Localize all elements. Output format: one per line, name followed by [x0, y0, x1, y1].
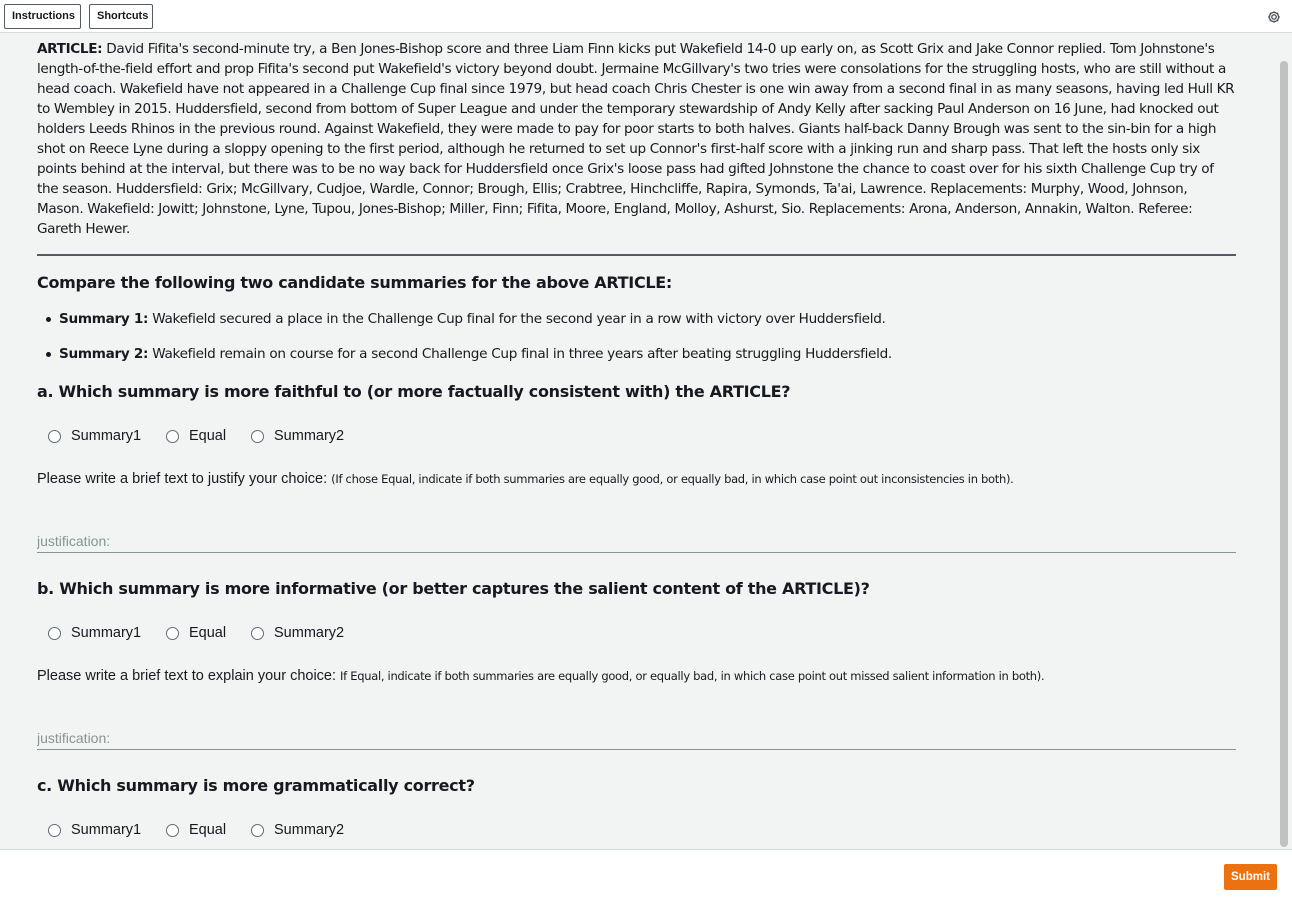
question-a-equal-option[interactable]	[166, 426, 226, 446]
footer-bar	[0, 849, 1292, 898]
radio-label: Summary2	[274, 428, 345, 444]
task-content	[0, 33, 1292, 849]
top-toolbar	[0, 0, 1292, 33]
question-a-title: a. Which summary is more faithful to (or more factually consistent with) the ARTICLE?	[37, 382, 791, 401]
article-label: ARTICLE:	[37, 41, 103, 57]
question-b-summary1-option[interactable]	[48, 623, 141, 643]
radio-button[interactable]	[166, 627, 179, 640]
question-b-title: b. Which summary is more informative (or better captures the salient content of the ARTICLE)?	[37, 579, 870, 598]
question-a-justification-input[interactable]	[37, 529, 1236, 553]
summary-2	[59, 344, 892, 364]
question-b-prompt	[37, 668, 1044, 684]
radio-label: Summary2	[274, 822, 345, 838]
question-c-title: c. Which summary is more grammatically correct?	[37, 776, 475, 795]
radio-button[interactable]	[251, 430, 264, 443]
summary-list	[59, 309, 892, 364]
prompt-text: Please write a brief text to explain your choice:	[37, 668, 337, 684]
shortcuts-button[interactable]: Shortcuts	[89, 4, 153, 29]
radio-button[interactable]	[251, 627, 264, 640]
prompt-hint: If Equal, indicate if both summaries are equally good, or equally bad, in which case point out missed salient information in both).	[340, 669, 1045, 683]
divider	[37, 254, 1236, 256]
radio-label: Summary1	[71, 822, 142, 838]
question-b-equal-option[interactable]	[166, 623, 226, 643]
question-b-summary2-option[interactable]	[251, 623, 344, 643]
question-b-justification-input[interactable]	[37, 726, 1236, 750]
question-a-prompt	[37, 471, 1014, 487]
radio-label: Equal	[189, 428, 227, 444]
summary-2-label: Summary 2:	[59, 346, 149, 362]
article-body: David Fifita's second-minute try, a Ben Jones-Bishop score and three Liam Finn kicks put Wakefield 14-0 up early on, as Scott Grix and Jake Connor replied. Tom Johnstone's length-of-the-field effort and prop Fifita's second put Wakefield's victory beyond doubt. Jermaine McGillvary's two tries were consolations for the struggling hosts, who are still without a head coach. Wakefield have not appeared in a Challenge Cup final since 1979, but head coach Chris Chester is one win away from a second final in as many seasons, having led Hull KR to Wembley in 2015. Huddersfield, second from bottom of Super League and under the temporary stewardship of Andy Kelly after sacking Paul Anderson on 16 June, had knocked out holders Leeds Rhinos in the previous round. Against Wakefield, they were made to pay for poor starts to both halves. Giants half-back Danny Brough was sent to the sin-bin for a high shot on Reece Lyne during a sloppy opening to the first period, although he returned to set up Connor's first-half score with a jinking run and sharp pass. That left the hosts only six points behind at the interval, but there was to be no way back for Huddersfield once Grix's loose pass had gifted Johnstone the chance to coast over for his sixth Challenge Cup try of the season. Huddersfield: Grix; McGillvary, Cudjoe, Wardle, Connor; Brough, Ellis; Crabtree, Hinchcliffe, Rapira, Symonds, Ta'ai, Lawrence. Replacements: Murphy, Wood, Johnson, Mason. Wakefield: Jowitt; Johnstone, Lyne, Tupou, Jones-Bishop; Miller, Finn; Fifita, Moore, England, Molloy, Ashurst, Sio. Replacements: Arona, Anderson, Annakin, Walton. Referee: Gareth Hewer.	[37, 41, 1235, 237]
radio-label: Summary2	[274, 625, 345, 641]
summary-1-label: Summary 1:	[59, 311, 149, 327]
compare-heading: Compare the following two candidate summaries for the above ARTICLE:	[37, 273, 673, 292]
question-c-equal-option[interactable]	[166, 820, 226, 840]
summary-1	[59, 309, 892, 329]
article-text	[37, 39, 1236, 239]
question-c-summary1-option[interactable]	[48, 820, 141, 840]
question-a-summary2-option[interactable]	[251, 426, 344, 446]
radio-label: Equal	[189, 625, 227, 641]
question-c-summary2-option[interactable]	[251, 820, 344, 840]
radio-label: Equal	[189, 822, 227, 838]
radio-label: Summary1	[71, 625, 142, 641]
radio-button[interactable]	[166, 824, 179, 837]
instructions-button[interactable]: Instructions	[4, 4, 81, 29]
radio-button[interactable]	[48, 824, 61, 837]
prompt-hint: (If chose Equal, indicate if both summaries are equally good, or equally bad, in which case point out inconsistencies in both).	[331, 472, 1014, 486]
radio-button[interactable]	[166, 430, 179, 443]
question-a-summary1-option[interactable]	[48, 426, 141, 446]
scrollbar-thumb[interactable]	[1280, 61, 1288, 847]
summary-1-text: Wakefield secured a place in the Challenge Cup final for the second year in a row with victory over Huddersfield.	[152, 311, 886, 327]
prompt-text: Please write a brief text to justify your choice:	[37, 471, 328, 487]
gear-icon[interactable]	[1266, 9, 1282, 25]
radio-label: Summary1	[71, 428, 142, 444]
radio-button[interactable]	[48, 430, 61, 443]
summary-2-text: Wakefield remain on course for a second Challenge Cup final in three years after beating struggling Huddersfield.	[152, 346, 892, 362]
radio-button[interactable]	[48, 627, 61, 640]
radio-button[interactable]	[251, 824, 264, 837]
submit-button[interactable]: Submit	[1224, 864, 1277, 890]
